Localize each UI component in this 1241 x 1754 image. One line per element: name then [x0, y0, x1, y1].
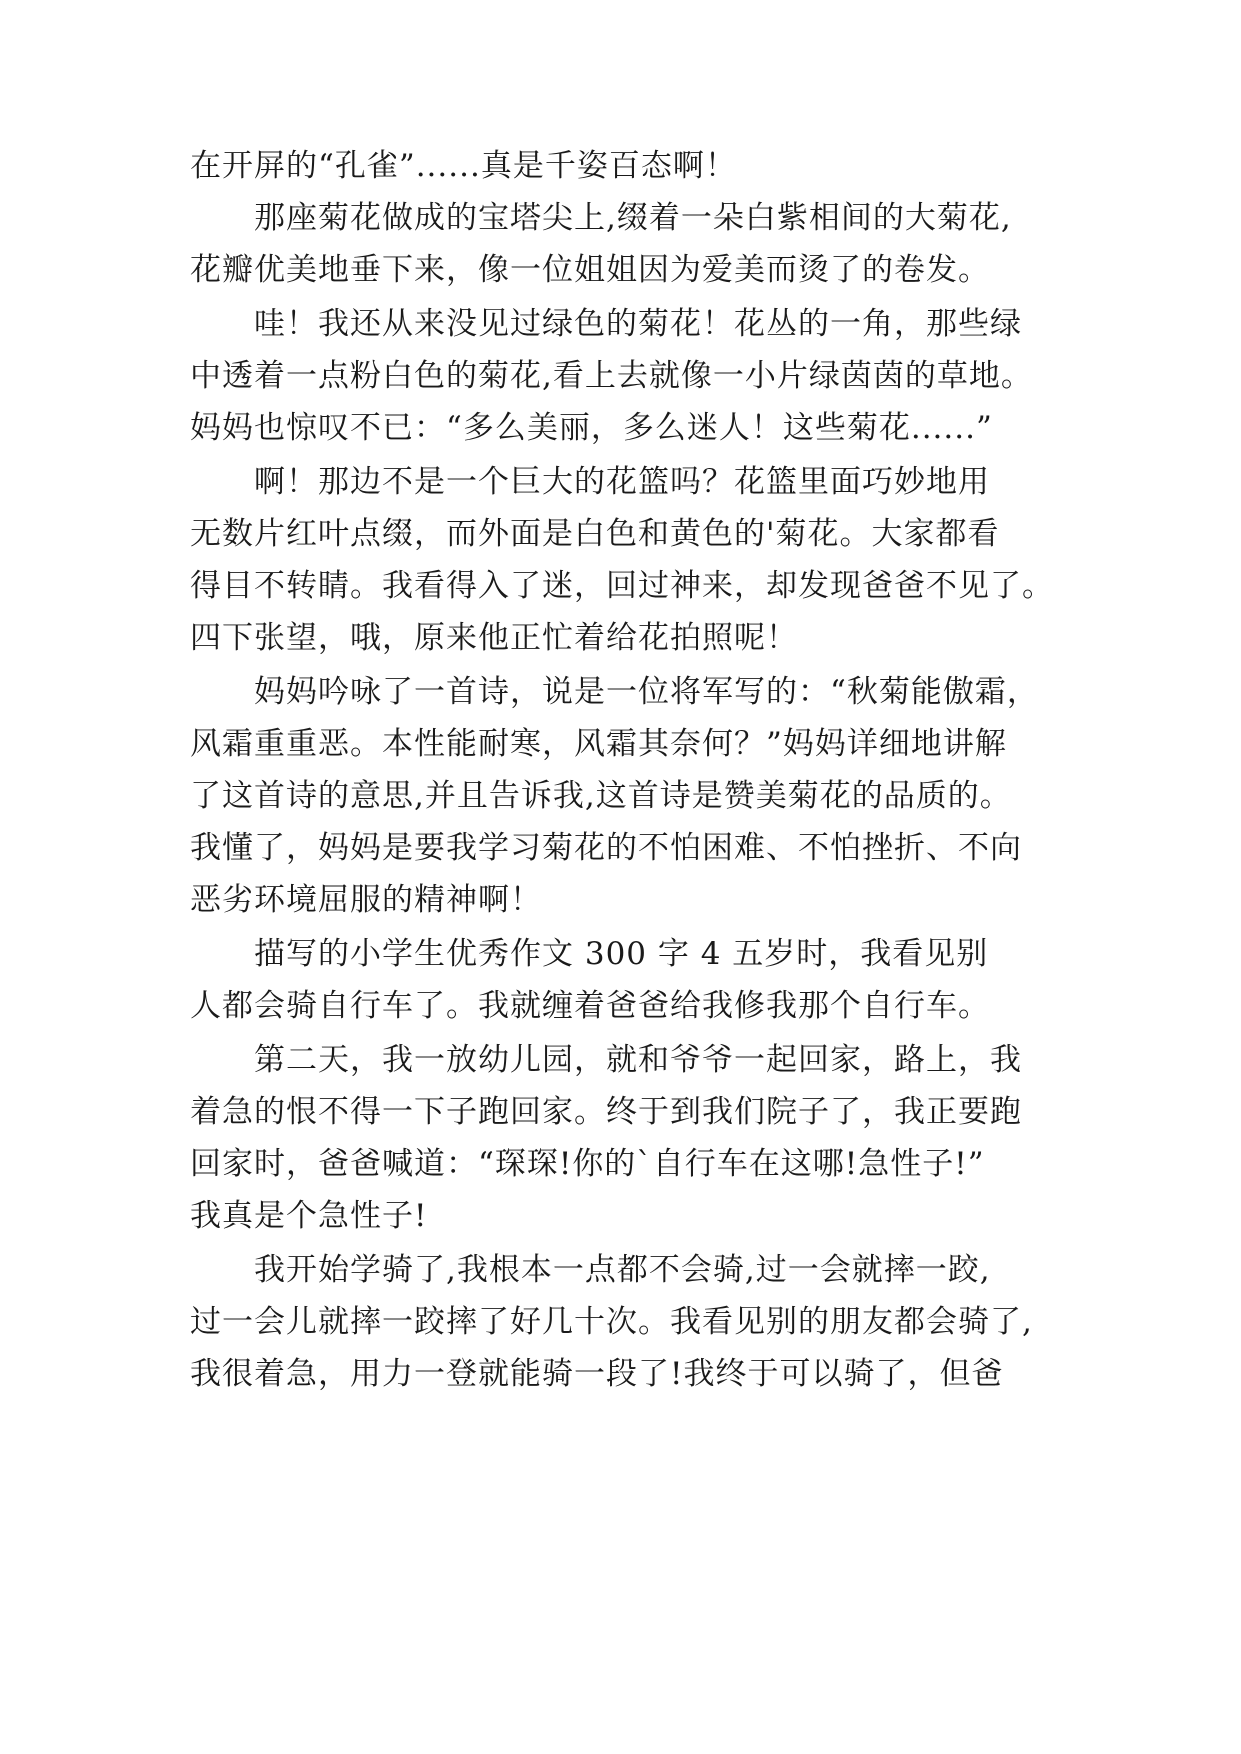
- text-line: 我真是个急性子!: [190, 1198, 428, 1234]
- text-line: 妈妈也惊叹不已：“多么美丽，多么迷人！这些菊花......”: [190, 410, 993, 446]
- text-line: 过一会儿就摔一跤摔了好几十次。我看见别的朋友都会骑了,: [190, 1304, 1033, 1340]
- text-line: 着急的恨不得一下子跑回家。终于到我们院子了，我正要跑: [190, 1094, 1022, 1130]
- text-line: 我很着急，用力一登就能骑一段了!我终于可以骑了，但爸: [190, 1356, 1004, 1392]
- paragraph-start-line: 哇！我还从来没见过绿色的菊花！花丛的一角，那些绿: [254, 306, 1022, 342]
- paragraph-start-line: 第二天，我一放幼儿园，就和爷爷一起回家，路上，我: [254, 1042, 1022, 1078]
- text-line: 风霜重重恶。本性能耐寒，风霜其奈何？”妈妈详细地讲解: [190, 726, 1007, 762]
- essay-heading-line: 描写的小学生优秀作文 300 字 4 五岁时，我看见别: [254, 936, 989, 972]
- paragraph-start-line: 妈妈吟咏了一首诗，说是一位将军写的：“秋菊能傲霜，: [254, 674, 1039, 710]
- text-line: 回家时，爸爸喊道：“琛琛!你的`自行车在这哪!急性子!”: [190, 1146, 985, 1182]
- text-line: 四下张望，哦，原来他正忙着给花拍照呢！: [190, 620, 798, 656]
- text-line: 恶劣环境屈服的精神啊！: [190, 882, 542, 918]
- text-line: 我懂了，妈妈是要我学习菊花的不怕困难、不怕挫折、不向: [190, 830, 1022, 866]
- text-line: 无数片红叶点缀，而外面是白色和黄色的'菊花。大家都看: [190, 516, 1000, 552]
- text-line: 中透着一点粉白色的菊花,看上去就像一小片绿茵茵的草地。: [190, 358, 1033, 394]
- text-line: 了这首诗的意思,并且告诉我,这首诗是赞美菊花的品质的。: [190, 778, 1012, 814]
- text-line: 得目不转睛。我看得入了迷，回过神来，却发现爸爸不见了。: [190, 568, 1054, 604]
- text-line: 人都会骑自行车了。我就缠着爸爸给我修我那个自行车。: [190, 988, 990, 1024]
- text-line: 花瓣优美地垂下来，像一位姐姐因为爱美而烫了的卷发。: [190, 252, 990, 288]
- paragraph-start-line: 我开始学骑了,我根本一点都不会骑,过一会就摔一跤,: [254, 1252, 991, 1288]
- paragraph-start-line: 那座菊花做成的宝塔尖上,缀着一朵白紫相间的大菊花,: [254, 200, 1012, 236]
- paragraph-start-line: 啊！那边不是一个巨大的花篮吗？花篮里面巧妙地用: [254, 464, 990, 500]
- text-line: 在开屏的“孔雀”......真是千姿百态啊！: [190, 148, 737, 184]
